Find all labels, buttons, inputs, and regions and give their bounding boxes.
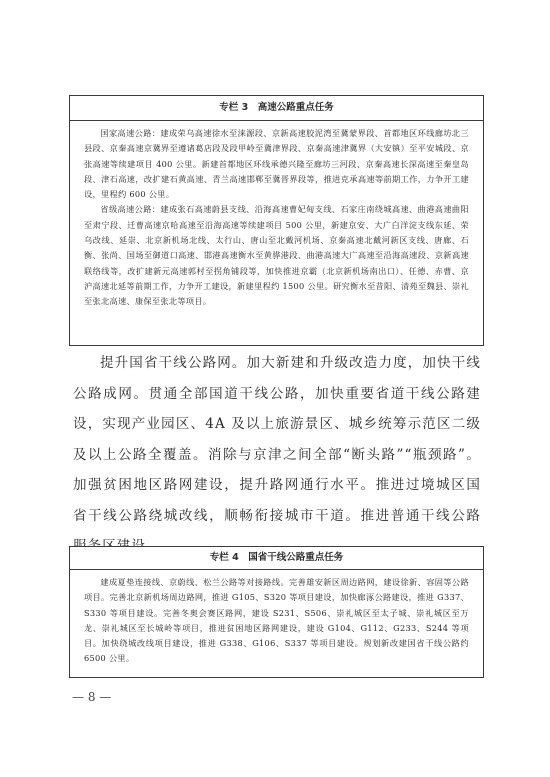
feature-box-body (70, 121, 483, 310)
feature-box-title: 专栏 4 国省干线公路重点任务 (70, 547, 483, 570)
feature-box-title: 专栏 3 高速公路重点任务 (70, 96, 483, 121)
feature-box-body (70, 570, 483, 667)
feature-box-paragraph: 建成夏垫连接线、京蔚线、松兰公路等对接路线。完善雄安新区周边路网，建设徐新、容固等公路项目。完善北京新机场周边路网，推进 G105、S320 等项目建设，加快廊涿公路建设，推进 G337、S330 等项目建设。完善冬奥会赛区路网，建设 S231、S506、崇礼城区至太子城、崇礼城区至万龙、崇礼城区至长城岭等项目，推进贫困地区路网建设，建设 G104、G112、G233、S244 等项目。加快绕城改线项目建设，推进 G338、G106、S337 等项目建设。规划新改建国省干线公路约 6500 公里。 (84, 577, 469, 664)
feature-box-paragraph: 省级高速公路：建成张石高速蔚县支线、沿海高速曹妃甸支线、石家庄南绕城高速、曲港高速曲阳至肃宁段、迁曹高速京哈高速至沿海高速等续建项目 500 公里，新建京安、大广白洋淀支线东延、荣乌改线、延崇、北京新机场北线、太行山、唐山至北戴河机场、京秦高速北戴河新区支线、唐廊、石衡、张尚、国场至御道口高速、邯港高速衡水至黄骅港段、曲港高速大广高速至沿海高速段、京新高速联络线等，改扩建新元高速郭村至拐角铺段等，加快推进京霸（北京新机场南出口）、任德、赤曹、京沪高速北延等前期工作，力争开工建设，新建里程约 1500 公里。研究衡水至昔阳、清苑至魏县、崇礼至张北高速、康保至张北等项目。 (84, 204, 469, 307)
feature-box-trunk-roads (69, 546, 484, 678)
feature-box-highway (69, 95, 484, 346)
page-number: — 8 — (72, 690, 112, 704)
body-text (73, 348, 481, 562)
body-paragraph: 提升国省干线公路网。加大新建和升级改造力度，加快干线公路成网。贯通全部国道干线公路，加快重要省道干线公路建设，实现产业园区、4A 及以上旅游景区、城乡统筹示范区二级及以上公路全覆盖。消除与京津之间全部“断头路”“瓶颈路”。加强贫困地区路网建设，提升路网通行水平。推进过境城区国省干线公路绕城改线，顺畅衔接城市干道。推进普通干线公路 (73, 355, 481, 524)
feature-box-paragraph: 国家高速公路：建成荣乌高速徐水至涞源段、京新高速胶泥湾至冀蒙界段、首都地区环线廊坊北三县段、京秦高速京冀界至遵诸葛店段及段甲岭至冀津界段、京秦高速津冀界（大安镇）至平安城段、京张高速等续建项目 400 公里。新建首都地区环线承德兴隆至廊坊三河段、京秦高速长深高速至秦皇岛段、津石高速，改扩建石黄高速、青兰高速邯郸至冀晋界段等，推进克承高速等前期工作，力争开工建设，里程约 600 公里。 (84, 128, 469, 200)
